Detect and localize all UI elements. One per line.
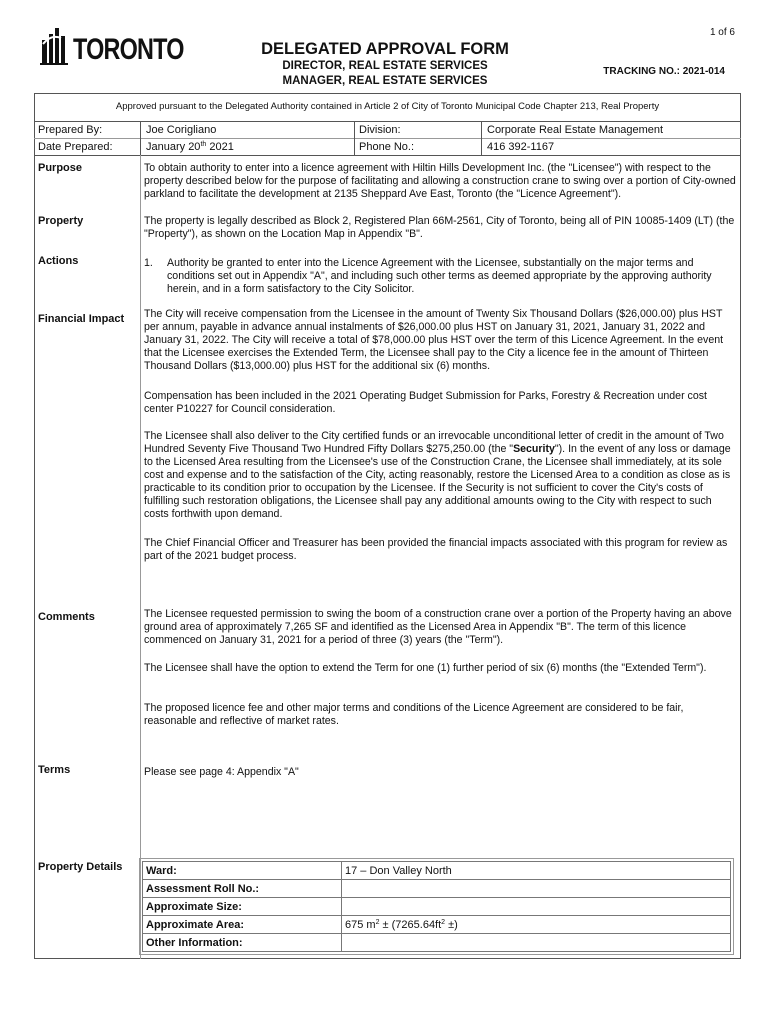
financial-impact-p1: The City will receive compensation from the Licensee in the amount of Twenty Six Thousand Dollars ($26,000.00) plus HST per annum, payable in advance annual instalments of $26,000.00 plus HST on January 31, 2021, January 31, 2022 and January 31, 2022. The City will receive a total of $78,000.00 plus HST over the term of this Licence Agreement. In the event that the Licensee exercises the Extended Term, the Licensee shall pay to the City a licence fee in the amount of Thirteen Thousand Dollars ($13,000.00) plus HST for the additional six (6) months. bbox=[144, 308, 724, 372]
grid-line bbox=[354, 121, 355, 155]
property-details-table bbox=[142, 861, 731, 952]
division-label: Division: bbox=[359, 124, 401, 136]
table-row bbox=[143, 934, 731, 952]
ward-label: Ward: bbox=[143, 862, 342, 880]
terms-text: Please see page 4: Appendix "A" bbox=[144, 766, 299, 778]
financial-impact-p4: The Chief Financial Officer and Treasurer has been provided the financial impacts associated with this program for review as part of the 2021 budget process. bbox=[144, 537, 728, 562]
purpose-text: To obtain authority to enter into a licence agreement with Hiltin Hills Development Inc. (the "Licensee") with respect to the property described below for the purpose of facilitating and allowing a construction crane to swing over a portion of City-owned parkland to facilitate the development at 2135 Sheppard Ave East, Toronto (the "Licence Agreement"). bbox=[144, 162, 736, 200]
assessment-roll-label: Assessment Roll No.: bbox=[143, 880, 342, 898]
date-prepared-value: January 20th 2021 bbox=[146, 141, 234, 153]
comments-p1: The Licensee requested permission to swing the boom of a construction crane over a portion of the Property having an above ground area of approximately 7,265 SF and identified as the Licensed Area in Appendix "B". The term of this licence commenced on January 31, 2021 for a period of three (3) years (the "Term"). bbox=[144, 608, 732, 646]
other-information-value bbox=[342, 934, 731, 952]
phone-label: Phone No.: bbox=[359, 141, 415, 153]
action-number: 1. bbox=[144, 257, 153, 269]
logo-wordmark: TORONTO bbox=[73, 33, 184, 66]
prepared-by-label: Prepared By: bbox=[38, 124, 103, 136]
comments-label: Comments bbox=[38, 611, 95, 623]
ward-value: 17 – Don Valley North bbox=[342, 862, 731, 880]
property-label: Property bbox=[38, 215, 84, 227]
subtitle-director: DIRECTOR, REAL ESTATE SERVICES bbox=[282, 60, 488, 72]
property-text: The property is legally described as Block 2, Registered Plan 66M-2561, City of Toronto, being all of PIN 10085-1409 (LT) (the "Property"), as shown on the Location Map in Appendix "B". bbox=[144, 215, 735, 240]
tracking-number: TRACKING NO.: 2021-014 bbox=[603, 66, 725, 77]
comments-p3: The proposed licence fee and other major terms and conditions of the Licence Agreement are considered to be fair, reasonable and reflective of market rates. bbox=[144, 702, 684, 727]
property-details-label: Property Details bbox=[38, 861, 123, 873]
other-information-label: Other Information: bbox=[143, 934, 342, 952]
grid-line bbox=[140, 121, 141, 155]
phone-value: 416 392-1167 bbox=[487, 141, 555, 153]
approximate-area-value: 675 $m^2 \pm (7265.64ft^2$ ±) bbox=[342, 916, 731, 934]
date-prepared-label: Date Prepared: bbox=[38, 141, 113, 153]
page-number: 1 of 6 bbox=[709, 27, 735, 38]
comments-p2: The Licensee shall have the option to extend the Term for one (1) further period of six (6) months (the "Extended Term"). bbox=[144, 662, 707, 674]
table-row bbox=[143, 880, 731, 898]
grid-line bbox=[140, 155, 141, 959]
approximate-area-label: Approximate Area: bbox=[143, 916, 342, 934]
purpose-label: Purpose bbox=[38, 162, 83, 174]
division-value: Corporate Real Estate Management bbox=[487, 124, 664, 136]
form-title: DELEGATED APPROVAL FORM bbox=[261, 40, 509, 58]
approximate-size-value bbox=[342, 898, 731, 916]
action-item bbox=[144, 257, 738, 296]
approximate-size-label: Approximate Size: bbox=[143, 898, 342, 916]
financial-impact-p2: Compensation has been included in the 2021 Operating Budget Submission for Parks, Forestry & Recreation under cost center P10227 for Council consideration. bbox=[144, 390, 707, 415]
action-text: Authority be granted to enter into the Licence Agreement with the Licensee, substantially on the major terms and conditions set out in Appendix "A", and including such other terms as deemed appropriate by the approving authority herein, and in a form satisfactory to the City Solicitor. bbox=[167, 257, 712, 295]
assessment-roll-value bbox=[342, 880, 731, 898]
subtitle-manager: MANAGER, REAL ESTATE SERVICES bbox=[282, 75, 488, 87]
table-row bbox=[143, 862, 731, 880]
prepared-by-value: Joe Corigliano bbox=[146, 124, 217, 136]
terms-label: Terms bbox=[38, 764, 71, 776]
table-row bbox=[143, 916, 731, 934]
actions-label: Actions bbox=[38, 255, 79, 267]
table-row bbox=[143, 898, 731, 916]
financial-impact-p3: The Licensee shall also deliver to the City certified funds or an irrevocable unconditional letter of credit in the amount of Two Hundred Seventy Five Thousand Two Hundred Fifty Dollars $275,250.00 (the "Security"). In the event of any loss or damage to the Licensed Area resulting from the Licensee's use of the Construction Crane, the Licensee shall immediately, at its sole cost and expense and to the satisfaction of the City, acting reasonably, restore the Licensed Area to a condition as close as is practicable to its condition prior to occupation by the Licensee. If the Security is not sufficient to cover the City's costs of fulfilling such restoration obligations, the Licensee shall pay any additional amounts owing to the City with respect to such costs forthwith upon demand. bbox=[144, 430, 731, 520]
approved-statement: Approved pursuant to the Delegated Authority contained in Article 2 of City of Toronto Municipal Code Chapter 213, Real Property bbox=[115, 101, 660, 112]
financial-impact-label: Financial Impact bbox=[38, 313, 125, 325]
grid-line bbox=[481, 121, 482, 155]
